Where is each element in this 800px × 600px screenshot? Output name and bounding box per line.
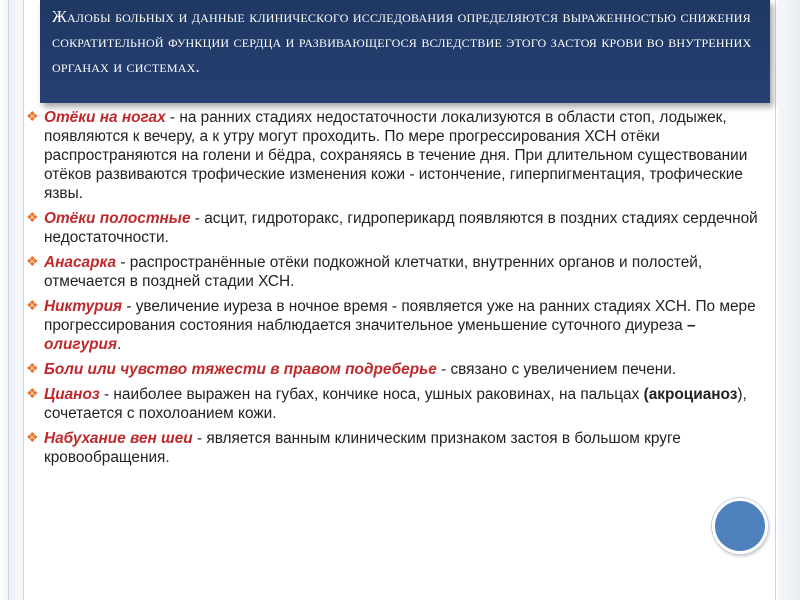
item-text: - на ранних стадиях недостаточности локализуются в области стоп, лодыжек, появляются к вечеру, а к утру могут проходить. По мере прогрессирования ХСН отёки распространяются на голени и бёдра, сохраняясь в течение дня. При длительном существовании отёков развиваются трофические изменения кожи - истончение, гиперпигментация, трофические язвы. [44, 109, 748, 202]
item-dash: – [686, 317, 696, 334]
bullet-icon: ❖ [26, 253, 39, 269]
list-item [24, 253, 776, 291]
list-item [24, 209, 776, 247]
decorative-circle [712, 498, 768, 554]
slide-title: Жалобы больных и данные клинического исследования определяются выраженностью снижения сократительной функции сердца и развивающегося вследствие этого застоя крови во внутренних органах и системах. [52, 7, 752, 76]
item-text: - увеличение иуреза в ночное время - появляется уже на ранних стадиях ХСН. По мере прогрессирования состояния наблюдается значительное уменьшение суточного диуреза [44, 298, 756, 334]
bullet-icon: ❖ [26, 429, 39, 445]
bullet-icon: ❖ [26, 108, 39, 124]
bullet-icon: ❖ [26, 385, 39, 401]
bullet-icon: ❖ [26, 209, 39, 225]
bullet-icon: ❖ [26, 297, 39, 313]
list-item [24, 429, 776, 467]
item-text: - является ванным клиническим признаком застоя в большом круге кровообращения. [44, 430, 681, 466]
item-term: Никтурия [44, 298, 123, 315]
item-text: - наиболее выражен на губах, кончике носа, ушных раковинах, на пальцах [99, 386, 644, 403]
bullet-icon: ❖ [26, 360, 39, 376]
item-term-secondary: акроцианоз [648, 386, 738, 403]
item-paren-close: ), сочетается с похолоанием кожи. [44, 386, 747, 422]
item-text: - распространённые отёки подкожной клетчатки, внутренних органов и полостей, отмечается в поздней стадии ХСН. [44, 254, 703, 290]
item-tail: . [117, 336, 122, 353]
item-paren-open: ( [643, 386, 649, 403]
item-term-secondary: олигурия [44, 336, 118, 353]
list-item [24, 108, 776, 203]
item-term: Цианоз [44, 386, 100, 403]
item-term: Боли или чувство тяжести в правом подреберье [44, 361, 437, 378]
frame-line [8, 0, 9, 600]
list-item [24, 297, 776, 354]
slide-title-bar [40, 0, 770, 103]
item-term: Набухание вен шеи [44, 430, 193, 447]
bullet-list [24, 108, 776, 473]
item-text: - связано с увеличением печени. [436, 361, 677, 378]
left-decorative-frame [0, 0, 24, 600]
item-term: Анасарка [44, 254, 117, 271]
item-term: Отёки на ногах [44, 109, 166, 126]
list-item [24, 385, 776, 423]
right-decorative-frame [778, 0, 800, 600]
item-text: - асцит, гидроторакс, гидроперикард появляются в поздних стадиях сердечной недостаточности. [44, 210, 758, 246]
list-item [24, 360, 776, 379]
item-term: Отёки полостные [44, 210, 191, 227]
